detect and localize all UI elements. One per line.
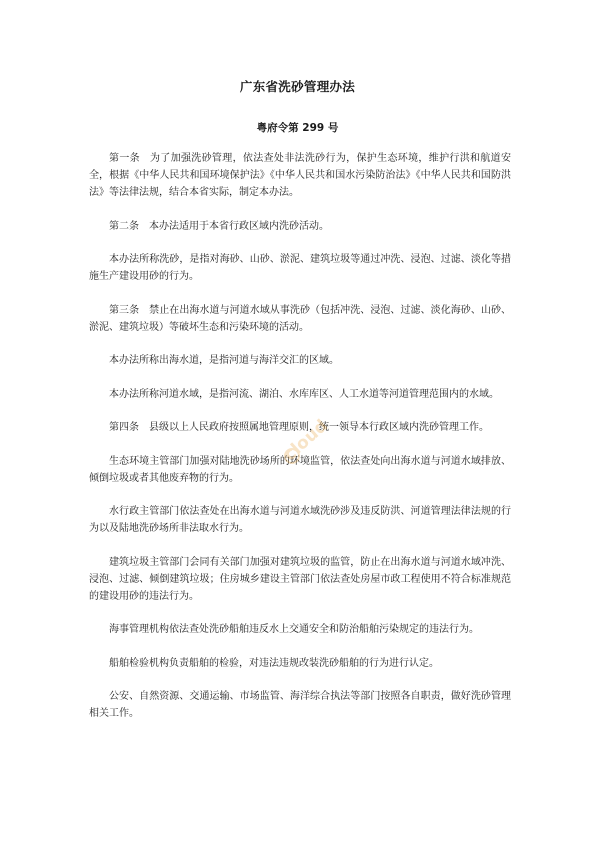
watermark-text: cloud [279, 415, 332, 466]
paragraph-text: 本办法适用于本省行政区域内洗砂活动。 [149, 220, 329, 232]
paragraph-text: 为了加强洗砂管理，依法查处非法洗砂行为，保护生态环境，维护行洪和航道安全，根据《中华人民共和国环境保护法》《中华人民共和国水污染防治法》《中华人民共和国防洪法》等法律法规，结合本省实际，制定本办法。 [89, 153, 512, 198]
paragraph-text: 公安、自然资源、交通运输、市场监管、海洋综合执法等部门按照各自职责，做好洗砂管理相关工作。 [89, 691, 511, 719]
paragraph [89, 503, 511, 537]
article-number: 第三条 [109, 304, 140, 316]
paragraph-text: 本办法所称河道水域，是指河流、湖泊、水库库区、人工水道等河道管理范围内的水域。 [109, 388, 499, 400]
paragraph [89, 218, 511, 235]
paragraph-text: 本办法所称洗砂，是指对海砂、山砂、淤泥、建筑垃圾等通过冲洗、浸泡、过滤、淡化等措施生产建设用砂的行为。 [89, 254, 511, 282]
paragraph [89, 621, 511, 638]
article-number: 第二条 [109, 220, 139, 232]
paragraph-text: 禁止在出海水道与河道水域从事洗砂（包括冲洗、浸泡、过滤、淡化海砂、山砂、淤泥、建筑垃圾）等破坏生态和污染环境的活动。 [89, 304, 512, 333]
paragraph [89, 655, 511, 672]
paragraph [89, 419, 511, 436]
article-number: 第四条 [109, 422, 139, 433]
paragraph [89, 386, 511, 403]
paragraph-text: 水行政主管部门依法查处在出海水道与河道水域洗砂涉及违反防洪、河道管理法律法规的行为以及陆地洗砂场所非法取水行为。 [89, 506, 511, 534]
paragraph [89, 302, 511, 336]
paragraph-text: 建筑垃圾主管部门会同有关部门加强对建筑垃圾的监管，防止在出海水道与河道水域冲洗、浸泡、过滤、倾倒建筑垃圾；住房城乡建设主管部门依法查处房屋市政工程使用不符合标准规范的建设用砂的违法行为。 [89, 556, 511, 602]
paragraph-text: 船舶检验机构负责船舶的检验，对违法违规改装洗砂船舶的行为进行认定。 [109, 657, 439, 669]
paragraph-text: 县级以上人民政府按照属地管理原则，统一领导本行政区域内洗砂管理工作。 [149, 422, 489, 433]
paragraph-text: 海事管理机构依法查处洗砂船舶违反水上交通安全和防治船舶污染规定的违法行为。 [109, 624, 479, 635]
paragraph [89, 688, 511, 722]
paragraph [89, 251, 511, 285]
paragraph [89, 554, 511, 605]
article-number: 第一条 [109, 153, 140, 164]
paragraph-text: 生态环境主管部门加强对陆地洗砂场所的环境监管，依法查处向出海水道与河道水域排放、倾倒垃圾或者其他废弃物的行为。 [89, 455, 511, 484]
order-number: 粤府令第 299 号 [256, 122, 339, 134]
paragraph [89, 453, 511, 487]
document-body [89, 150, 511, 739]
paragraph-text: 本办法所称出海水道，是指河道与海洋交汇的区域。 [109, 355, 339, 366]
document-title: 广东省洗砂管理办法 [239, 79, 356, 94]
paragraph [89, 352, 511, 369]
paragraph [89, 150, 511, 201]
